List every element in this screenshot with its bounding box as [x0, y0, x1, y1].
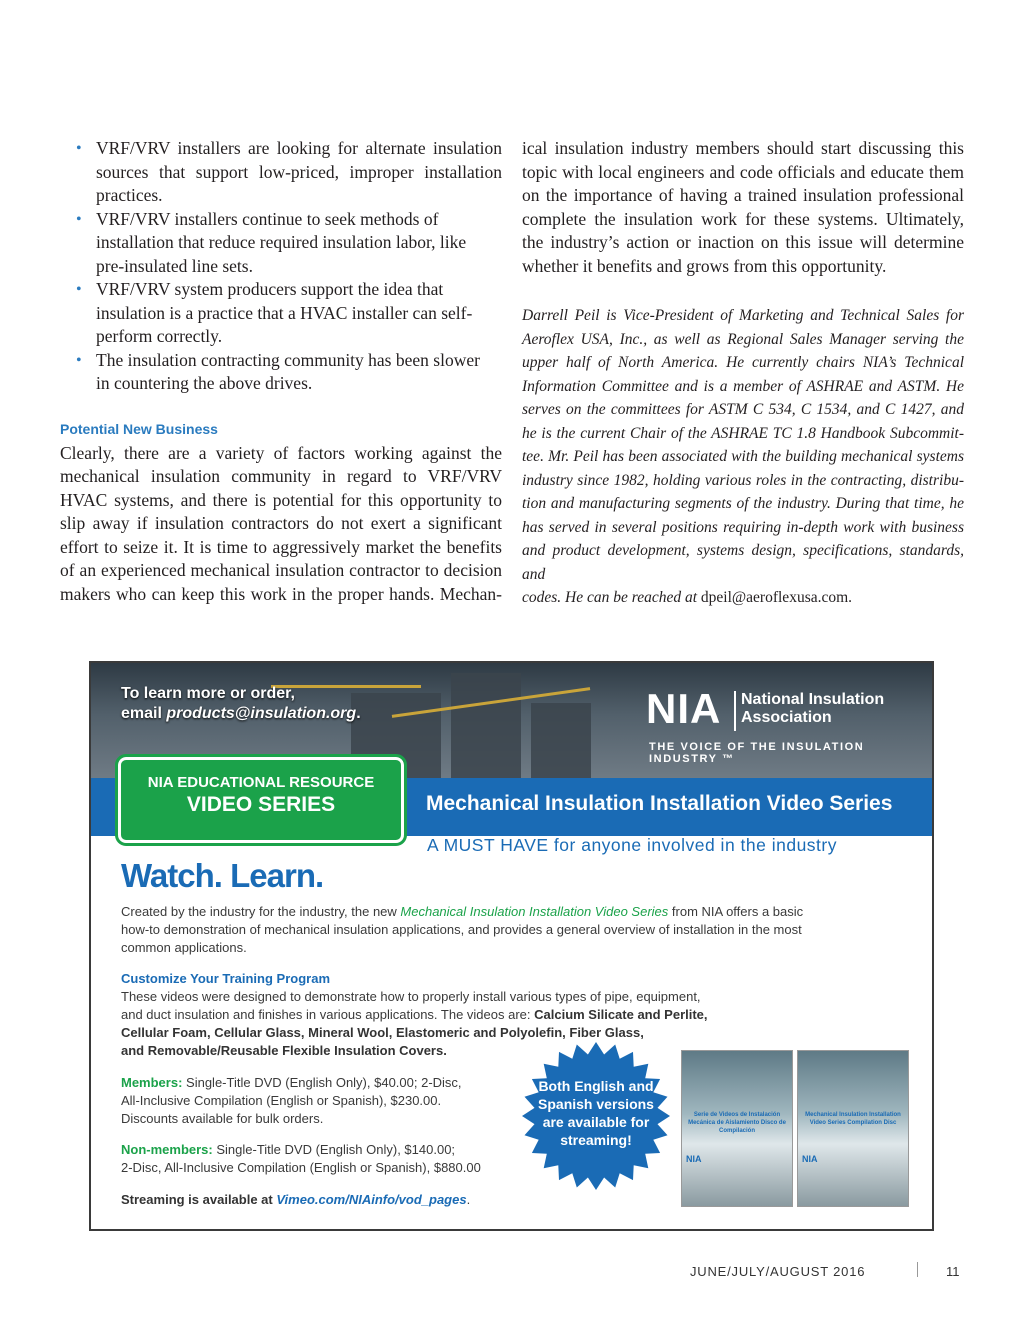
contact-text: To learn more or order,: [121, 685, 295, 702]
logo-divider: [734, 691, 736, 731]
paragraph-line: complete the insulation work for these systems. Ultimately,: [522, 208, 964, 229]
bullet-item: [60, 278, 502, 349]
video-topics: Cellular Foam, Cellular Glass, Mineral Wool, Elastomeric and Polyolefin, Fiber Glass,: [121, 1025, 644, 1040]
dvd-cover-spanish: [681, 1050, 793, 1207]
org-name: Association: [741, 709, 832, 726]
org-name: National Insulation: [741, 691, 885, 708]
must-have-text: for anyone involved in the industry: [553, 835, 837, 855]
pricing-line: 2-Disc, All-Inclusive Compilation (English or Spanish), $880.00: [121, 1160, 481, 1175]
bullet-list: [60, 137, 502, 396]
dvd-title: Serie de Videos de Instalación Mecánica de Aislamiento Disco de Compilación: [688, 1112, 786, 1134]
pricing-line: [121, 1074, 501, 1092]
bio-line: tee. Mr. Peil has been associated with the building mechanical systems: [522, 448, 964, 465]
contact-email-line: [121, 705, 361, 723]
bullet-item: [60, 349, 502, 396]
section-heading: Potential New Business: [60, 420, 218, 437]
member-pricing: [121, 1074, 501, 1128]
paragraph-line: HVAC systems, and there is potential for this opportunity to: [60, 489, 502, 510]
badge-label: NIA EDUCATIONAL RESOURCE: [147, 774, 375, 791]
intro-text: [121, 903, 881, 957]
pricing-line: All-Inclusive Compilation (English or Spanish), $230.00.: [121, 1093, 442, 1108]
badge-title: VIDEO SERIES: [186, 793, 336, 816]
body-paragraph: [522, 137, 964, 278]
video-series-badge: [118, 757, 404, 843]
bio-line: and product development, systems design, specifications, standards, and: [522, 542, 964, 583]
must-have-emphasis: A MUST HAVE: [427, 835, 554, 855]
bio-line: Darrell Peil is Vice-President of Marketing and Technical Sales for: [522, 307, 964, 324]
bio-line: he is the current Chair of the ASHRAE TC 1.8 Handbook Subcommit-: [522, 424, 964, 442]
issue-date: JUNE/JULY/AUGUST 2016: [690, 1264, 866, 1279]
bullet-line: • VRF/VRV installers are looking for alternate insulation: [96, 138, 502, 158]
bullet-line: pre-insulated line sets.: [96, 255, 253, 276]
bullet-line: practices.: [96, 185, 163, 205]
paragraph-line: ical insulation industry members should start discussing this: [522, 138, 964, 158]
bio-line: Information Committee and is a member of ASHRAE and ASTM. He: [522, 377, 964, 395]
bio-line: has served in several positions requiring in-depth work with business: [522, 518, 964, 536]
nonmember-pricing: [121, 1141, 521, 1177]
streaming-text: .: [466, 1192, 471, 1207]
bullet-line: • VRF/VRV system producers support the idea that: [96, 279, 444, 299]
headline: Watch. Learn.: [121, 857, 324, 894]
bullet-line: installation that reduce required insulation labor, like: [96, 232, 467, 252]
bio-line: serves on the committees for ASTM C 534, C 1534, and C 1427, and: [522, 401, 964, 418]
intro-line: [121, 903, 881, 921]
members-label: Members:: [121, 1075, 183, 1090]
vimeo-link[interactable]: Vimeo.com/NIAinfo/vod_pages: [276, 1192, 467, 1207]
paragraph-line: of an experienced mechanical insulation contractor to decision: [60, 560, 502, 580]
paragraph-line: mechanical insulation community in regard to VRF/VRV: [60, 466, 502, 486]
bullet-line: sources that support low-priced, improper installation: [96, 161, 502, 182]
customize-line: These videos were designed to demonstrate how to properly install various types of pipe, equipment,: [121, 989, 701, 1004]
video-topics: and Removable/Reusable Flexible Insulation Covers.: [121, 1043, 447, 1058]
nonmembers-label: Non-members:: [121, 1142, 213, 1157]
bullet-line: in countering the above drives.: [96, 373, 313, 393]
bullet-line: insulation is a practice that a HVAC installer can self-: [96, 302, 473, 323]
nia-video-series-ad: [89, 661, 934, 1231]
customize-text: and duct insulation and finishes in various applications. The videos are:: [121, 1007, 535, 1022]
paragraph-line: whether it benefits and grows from this opportunity.: [522, 255, 887, 276]
dvd-logo: NIA: [686, 1154, 702, 1164]
bio-line: tion and manufacturing segments of the industry. During that time, he: [522, 495, 964, 512]
author-bio: [522, 304, 964, 610]
footer-separator: [917, 1262, 918, 1277]
paragraph-line: effort to seize it. It is time to aggressively market the benefits: [60, 536, 502, 557]
pricing-line: [121, 1141, 521, 1159]
customize-line: [121, 1006, 881, 1024]
intro-text-part: from NIA offers a basic: [668, 904, 804, 919]
dvd-logo: NIA: [802, 1154, 818, 1164]
paragraph-line: slip away if insulation contractors do not exert a significant: [60, 513, 502, 533]
customize-section: [121, 970, 881, 1060]
contact-text: .: [356, 705, 361, 722]
paragraph-line: on the importance of having a trained insulation professional: [522, 185, 964, 205]
right-column: [522, 137, 964, 610]
pricing-text: Single-Title DVD (English Only), $140.00;: [212, 1142, 456, 1157]
intro-text-part: Created by the industry for the industry, the new: [121, 904, 401, 919]
intro-line: common applications.: [121, 940, 247, 955]
series-name: Mechanical Insulation Installation Video Series: [400, 904, 669, 919]
author-email: dpeil@aeroflexusa.com.: [700, 589, 853, 606]
streaming-text: Streaming is available at: [121, 1192, 277, 1207]
bio-line: upper half of North America. He currently chairs NIA’s Technical: [522, 354, 964, 371]
bullet-line: perform correctly.: [96, 326, 223, 346]
paragraph-line: makers who can keep this work in the proper hands. Mechan-: [60, 583, 502, 604]
bio-line: Aeroflex USA, Inc., as well as Regional Sales Manager serving the: [522, 330, 964, 348]
bullet-item: [60, 208, 502, 279]
dvd-title: Mechanical Insulation Installation Video Series Compilation Disc: [805, 1112, 901, 1126]
page-number: 11: [946, 1264, 960, 1279]
building-silhouette: [531, 703, 591, 778]
pricing-text: Single-Title DVD (English Only), $40.00; 2-Disc,: [182, 1075, 462, 1090]
paragraph-line: topic with local engineers and code officials and educate them: [522, 161, 964, 182]
org-tagline: THE VOICE OF THE INSULATION INDUSTRY ™: [649, 741, 865, 765]
left-column: [60, 137, 502, 606]
bullet-item: [60, 137, 502, 208]
contact-email-link[interactable]: products@insulation.org: [166, 705, 357, 722]
video-topics: Calcium Silicate and Perlite,: [534, 1007, 708, 1022]
must-have-tagline: [427, 835, 837, 856]
dvd-cover-english: [797, 1050, 909, 1207]
contact-text: email: [121, 705, 167, 722]
paragraph-line: Clearly, there are a variety of factors working against the: [60, 442, 502, 463]
bio-line: [522, 586, 964, 610]
series-title: Mechanical Insulation Installation Video Series: [426, 792, 893, 815]
bio-text: codes. He can be reached at: [522, 589, 701, 606]
bio-line: industry since 1982, holding various roles in the contracting, distribu-: [522, 471, 964, 489]
pricing-line: Discounts available for bulk orders.: [121, 1111, 324, 1126]
customize-heading: Customize Your Training Program: [121, 971, 330, 986]
starburst-text: Both English and Spanish versions are available for streaming!: [538, 1078, 654, 1148]
bullet-line: • The insulation contracting community has been slower: [96, 349, 480, 370]
bullet-line: • VRF/VRV installers continue to seek methods of: [96, 208, 439, 229]
nia-logo: NIA: [646, 685, 722, 732]
paragraph-line: the industry’s action or inaction on this issue will determine: [522, 232, 964, 252]
building-silhouette: [451, 673, 521, 778]
intro-line: how-to demonstration of mechanical insulation applications, and provides a general overview of installation in the most: [121, 922, 802, 937]
body-paragraph: [60, 442, 502, 607]
